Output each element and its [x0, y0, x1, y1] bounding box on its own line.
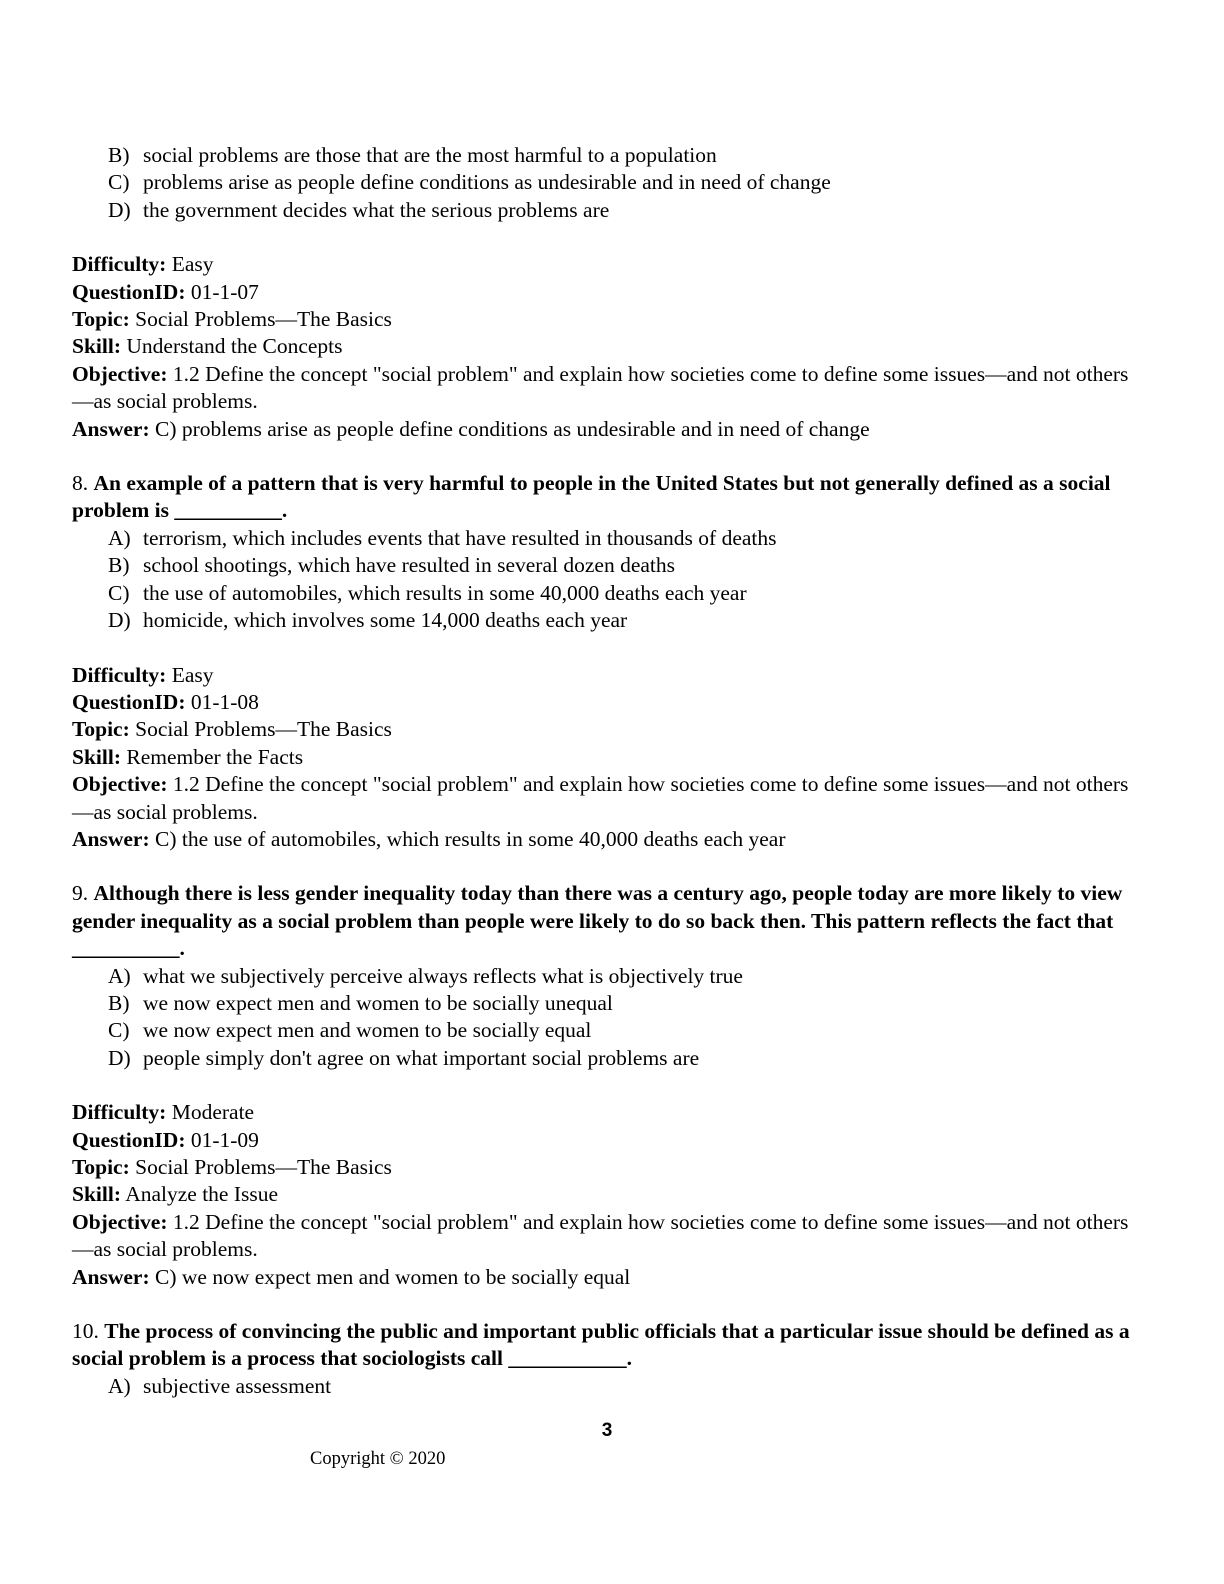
q7-difficulty: Difficulty: Easy [72, 252, 214, 277]
q9-question-id: QuestionID: 01-1-09 [72, 1127, 259, 1152]
q7-option-b: B) social problems are those that are the most harmful to a population [108, 143, 717, 167]
q8-option-d: D) homicide, which involves some 14,000 deaths each year [108, 608, 628, 633]
q7-objective: Objective: 1.2 Define the concept "social problem" and explain how societies come to define some issues—and not others—as social problems. [72, 361, 1129, 414]
q7-options [72, 142, 1147, 224]
q9-meta [72, 1099, 1147, 1291]
q7-answer: Answer: C) problems arise as people define conditions as undesirable and in need of change [72, 416, 870, 441]
q8-objective: Objective: 1.2 Define the concept "social problem" and explain how societies come to define some issues—and not others—as social problems. [72, 772, 1129, 824]
q8-question-id: QuestionID: 01-1-08 [72, 689, 259, 714]
q9-option-b: B) we now expect men and women to be socially unequal [108, 990, 613, 1015]
q10-stem: 10. The process of convincing the public and important public officials that a particular issue should be defined as a social problem is a process that sociologists call ___________. [72, 1319, 1130, 1371]
q9-stem: 9. Although there is less gender inequality today than there was a century ago, people today are more likely to view gender inequality as a social problem than people were likely to do so back then. This pattern reflects the fact that __________. [72, 881, 1123, 961]
q9-skill: Skill: Analyze the Issue [72, 1182, 279, 1207]
page-number: 3 [601, 1420, 613, 1441]
q7-topic: Topic: Social Problems—The Basics [72, 307, 392, 332]
q8-option-b: B) school shootings, which have resulted in several dozen deaths [108, 553, 675, 578]
q9-difficulty: Difficulty: Moderate [72, 1100, 255, 1125]
q10-options [72, 1373, 1147, 1400]
q10-option-a: A) subjective assessment [108, 1373, 332, 1398]
q7-option-c: C) problems arise as people define conditions as undesirable and in need of change [108, 170, 831, 195]
q9-options [72, 963, 1147, 1073]
q9-topic: Topic: Social Problems—The Basics [72, 1155, 392, 1179]
q8-difficulty: Difficulty: Easy [72, 662, 214, 687]
document-page [72, 142, 1147, 1400]
q8-meta [72, 662, 1147, 854]
q8-stem: 8. An example of a pattern that is very harmful to people in the United States but not generally defined as a social problem is __________. [72, 471, 1111, 523]
q8-answer: Answer: C) the use of automobiles, which results in some 40,000 deaths each year [72, 826, 786, 851]
copyright-notice: Copyright © 2020 [310, 1449, 446, 1469]
q8-topic: Topic: Social Problems—The Basics [72, 717, 392, 742]
q7-option-d: D) the government decides what the serious problems are [108, 197, 610, 222]
q8-skill: Skill: Remember the Facts [72, 744, 304, 769]
question-9 [72, 880, 1147, 1072]
question-10 [72, 1318, 1147, 1400]
question-8 [72, 470, 1147, 634]
q9-option-c: C) we now expect men and women to be socially equal [108, 1018, 592, 1043]
q8-option-a: A) terrorism, which includes events that have resulted in thousands of deaths [108, 525, 777, 550]
q9-option-a: A) what we subjectively perceive always reflects what is objectively true [108, 963, 743, 988]
q7-question-id: QuestionID: 01-1-07 [72, 279, 259, 304]
q9-answer: Answer: C) we now expect men and women to be socially equal [72, 1264, 631, 1289]
q8-options [72, 525, 1147, 635]
q7-skill: Skill: Understand the Concepts [72, 334, 343, 359]
q7-meta [72, 251, 1147, 443]
q9-objective: Objective: 1.2 Define the concept "social problem" and explain how societies come to define some issues—and not others—as social problems. [72, 1209, 1129, 1262]
q9-option-d: D) people simply don't agree on what important social problems are [108, 1045, 700, 1070]
q8-option-c: C) the use of automobiles, which results in some 40,000 deaths each year [108, 580, 747, 605]
